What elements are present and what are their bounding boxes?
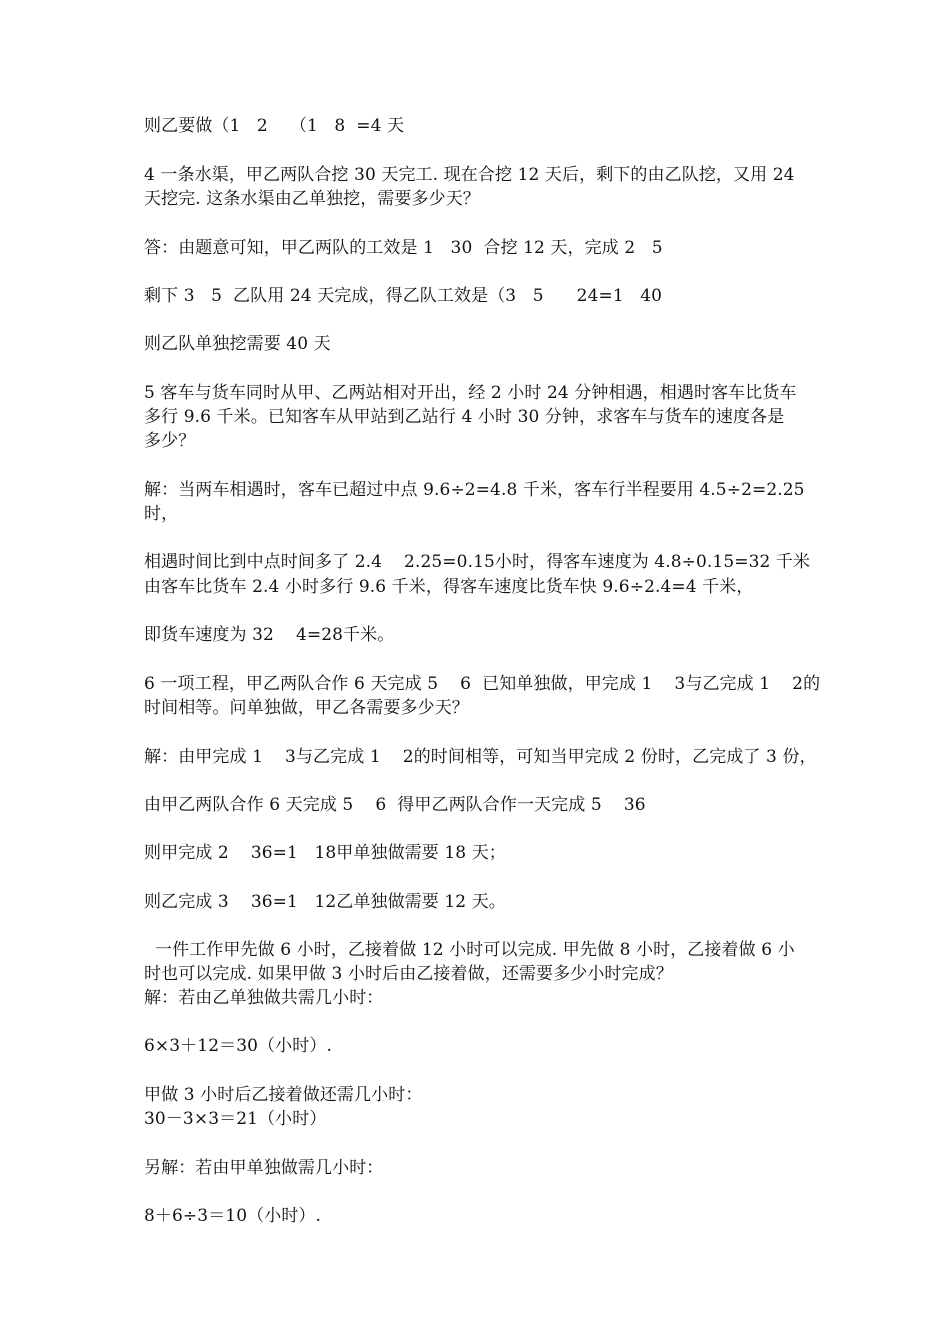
text-line: 则乙要做（1 2 （1 8 =4 天	[144, 116, 405, 136]
text-line: 剩下 3 5 乙队用 24 天完成，得乙队工效是（3 5 24=1 40	[144, 286, 663, 306]
text-line: 时间相等。问单独做，甲乙各需要多少天？	[144, 698, 469, 718]
text-line: 解：由甲完成 1 3与乙完成 1 2的时间相等，可知当甲完成 2 份时，乙完成了 3 份，	[144, 747, 817, 767]
text-line: 解：当两车相遇时，客车已超过中点 9.6÷2=4.8 千米，客车行半程要用 4.5÷2=2.25	[144, 480, 805, 500]
text-line: 30－3×3＝21（小时）	[144, 1109, 327, 1129]
text-line: 6 一项工程，甲乙两队合作 6 天完成 5 6 已知单独做，甲完成 1 3与乙完成 1 2的	[144, 674, 821, 694]
text-line: 天挖完. 这条水渠由乙单独挖，需要多少天？	[144, 189, 480, 209]
text-line: 6×3＋12＝30（小时）.	[144, 1036, 332, 1056]
text-line: 相遇时间比到中点时间多了 2.4 2.25=0.15小时，得客车速度为 4.8÷0.15=32 千米	[144, 552, 811, 572]
text-line: 8＋6÷3＝10（小时）.	[144, 1206, 322, 1226]
text-line: 即货车速度为 32 4=28千米。	[144, 625, 395, 645]
text-line: 则乙完成 3 36=1 12乙单独做需要 12 天。	[144, 892, 506, 912]
text-line: 则甲完成 2 36=1 18甲单独做需要 18 天；	[144, 843, 506, 863]
text-line: 时也可以完成. 如果甲做 3 小时后由乙接着做，还需要多少小时完成？	[144, 964, 673, 984]
text-line: 由客车比货车 2.4 小时多行 9.6 千米，得客车速度比货车快 9.6÷2.4=4 千米，	[144, 577, 754, 597]
text-line: 由甲乙两队合作 6 天完成 5 6 得甲乙两队合作一天完成 5 36	[144, 795, 646, 815]
text-line: 一件工作甲先做 6 小时，乙接着做 12 小时可以完成. 甲先做 8 小时，乙接着做 6 小	[144, 940, 795, 960]
text-line: 则乙队单独挖需要 40 天	[144, 334, 331, 354]
text-line: 5 客车与货车同时从甲、乙两站相对开出，经 2 小时 24 分钟相遇，相遇时客车比货车	[144, 383, 797, 403]
text-line: 答：由题意可知，甲乙两队的工效是 1 30 合挖 12 天，完成 2 5	[144, 238, 663, 258]
text-line: 4 一条水渠，甲乙两队合挖 30 天完工. 现在合挖 12 天后，剩下的由乙队挖，又用 24	[144, 165, 795, 185]
text-line: 时，	[144, 504, 179, 524]
text-line: 甲做 3 小时后乙接着做还需几小时：	[144, 1085, 423, 1105]
text-line: 解：若由乙单独做共需几小时：	[144, 988, 384, 1008]
text-line: 多行 9.6 千米。已知客车从甲站到乙站行 4 小时 30 分钟，求客车与货车的速度各是	[144, 407, 785, 427]
text-line: 多少？	[144, 431, 196, 451]
text-line: 另解：若由甲单独做需几小时：	[144, 1158, 384, 1178]
